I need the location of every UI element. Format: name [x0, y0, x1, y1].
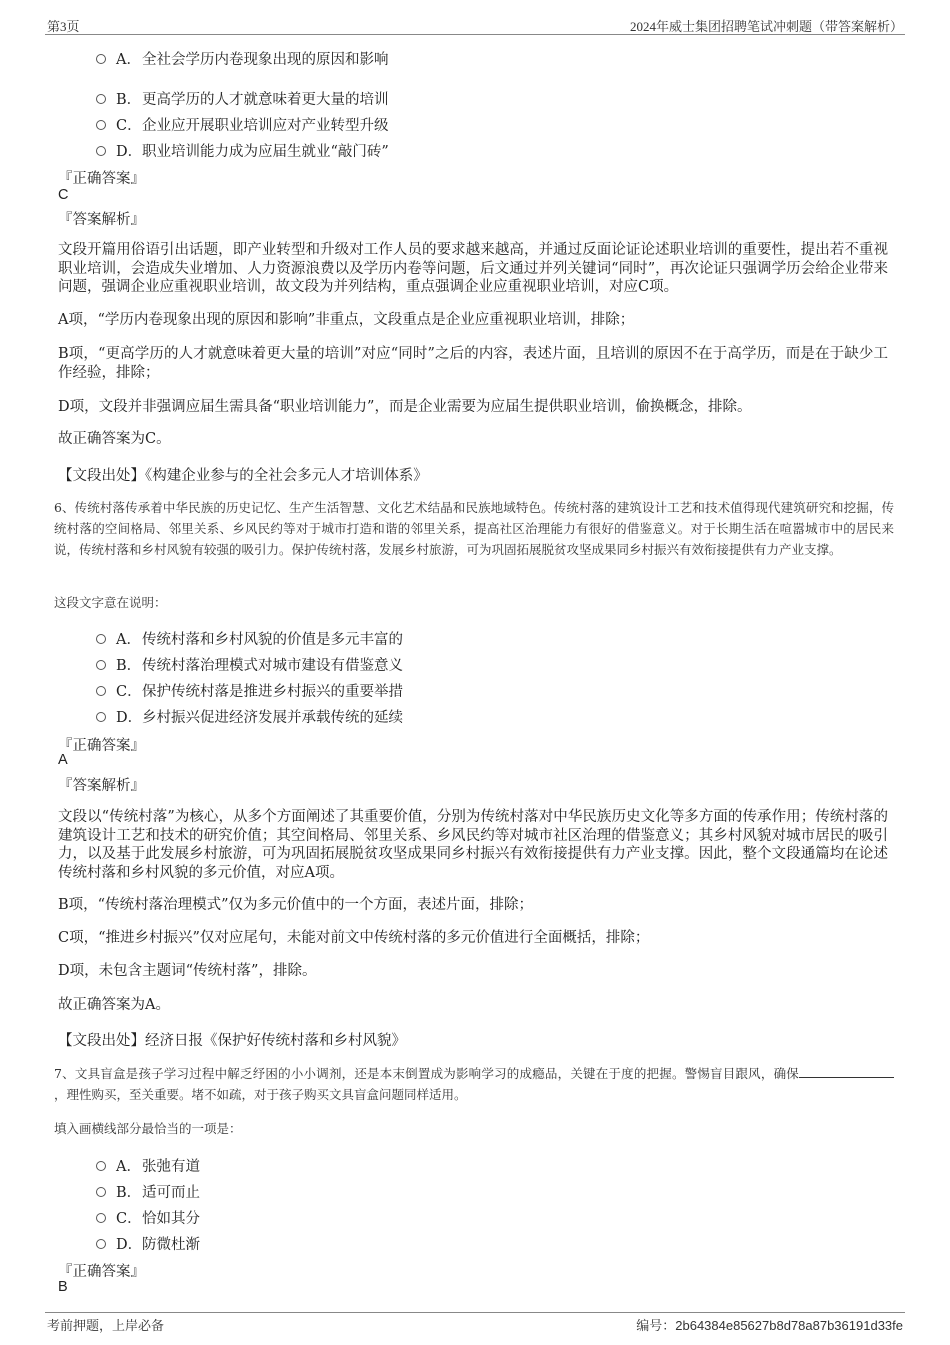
q5-analysis-paragraph: 文段开篇用俗语引出话题，即产业转型和升级对工作人员的要求越来越高，并通过反面论证论述职业培训的重要性，提出若不重视职业培训，会造成失业增加、人力资源浪费以及学历内卷等问题，后文通过并列关键词“同时”，再次论证只强调学历会给企业带来问题，强调企业应重视职业培训，故文段为并列结构，重点强调企业应重视职业培训，对应C项。: [58, 242, 888, 295]
radio-icon[interactable]: [96, 1213, 106, 1223]
q7-option-d[interactable]: D．防微杜渐: [96, 1233, 200, 1254]
q6-analysis-label: 『答案解析』: [58, 778, 145, 794]
q5-analysis-paragraph: A项，“学历内卷现象出现的原因和影响”非重点，文段重点是企业应重视职业培训，排除；: [58, 312, 635, 328]
q6-prompt: 这段文字意在说明：: [54, 595, 167, 610]
q7-option-c[interactable]: C．恰如其分: [96, 1207, 200, 1228]
page-header: [45, 14, 905, 35]
q5-analysis-label: 『答案解析』: [58, 212, 145, 228]
radio-icon[interactable]: [96, 54, 106, 64]
document-title: 2024年威士集团招聘笔试冲刺题（带答案解析）: [629, 19, 903, 34]
q6-option-c[interactable]: C．保护传统村落是推进乡村振兴的重要举措: [96, 680, 403, 701]
q7-option-a[interactable]: A．张弛有道: [96, 1155, 200, 1176]
q6-source: 【文段出处】经济日报《保护好传统村落和乡村风貌》: [58, 1033, 406, 1049]
q5-option-d[interactable]: D．职业培训能力成为应届生就业“敲门砖”: [96, 140, 389, 161]
q6-option-a[interactable]: A．传统村落和乡村风貌的价值是多元丰富的: [96, 628, 403, 649]
q5-answer-label: 『正确答案』: [58, 171, 145, 187]
radio-icon[interactable]: [96, 712, 106, 722]
q5-analysis-paragraph: 故正确答案为C。: [58, 431, 171, 447]
fill-blank: [799, 1065, 894, 1078]
radio-icon[interactable]: [96, 94, 106, 104]
q5-source: 【文段出处】《构建企业参与的全社会多元人才培训体系》: [58, 468, 428, 484]
radio-icon[interactable]: [96, 634, 106, 644]
radio-icon[interactable]: [96, 1187, 106, 1197]
q6-analysis-paragraph: C项，“推进乡村振兴”仅对应尾句，未能对前文中传统村落的多元价值进行全面概括，排除；: [58, 930, 650, 946]
q6-answer: A: [58, 752, 68, 768]
q5-analysis-paragraph: D项，文段并非强调应届生需具备“职业培训能力”，而是企业需要为应届生提供职业培训，偷换概念，排除。: [58, 399, 752, 415]
q6-option-d[interactable]: D．乡村振兴促进经济发展并承载传统的延续: [96, 706, 403, 727]
radio-icon[interactable]: [96, 686, 106, 696]
q6-option-b[interactable]: B．传统村落治理模式对城市建设有借鉴意义: [96, 654, 403, 675]
document-code: 编号：2b64384e85627b8d78a87b36191d33fe: [636, 1318, 903, 1333]
q5-option-c[interactable]: C．企业应开展职业培训应对产业转型升级: [96, 114, 389, 135]
q5-option-a[interactable]: A．全社会学历内卷现象出现的原因和影响: [96, 48, 389, 69]
q6-stem: 6、传统村落传承着中华民族的历史记忆、生产生活智慧、文化艺术结晶和民族地域特色。传统村落的建筑设计工艺和技术值得现代建筑研究和挖掘，传统村落的空间格局、邻里关系、乡风民约等对于城市打造和谐的邻里关系，提高社区治理能力有很好的借鉴意义。对于长期生活在喧嚣城市中的居民来说，传统村落和乡村风貌有较强的吸引力。保护传统村落，发展乡村旅游，可为巩固拓展脱贫攻坚成果同乡村振兴有效衔接提供有力产业支撑。: [54, 500, 894, 557]
q6-analysis-paragraph: D项，未包含主题词“传统村落”，排除。: [58, 963, 317, 979]
q5-option-b[interactable]: B．更高学历的人才就意味着更大量的培训: [96, 88, 389, 109]
q5-analysis-paragraph: B项，“更高学历的人才就意味着更大量的培训”对应“同时”之后的内容，表述片面，且培训的原因不在于高学历，而是在于缺少工作经验，排除；: [58, 346, 888, 381]
radio-icon[interactable]: [96, 120, 106, 130]
footer-slogan: 考前押题，上岸必备: [47, 1318, 165, 1333]
q7-prompt: 填入画横线部分最恰当的一项是：: [54, 1121, 242, 1136]
q7-stem: 7、文具盲盒是孩子学习过程中解乏纾困的小小调剂，还是本末倒置成为影响学习的成瘾品，关键在于度的把握。警惕盲目跟风，确保，理性购买，至关重要。堵不如疏，对于孩子购买文具盲盒问题同样适用。: [54, 1063, 894, 1105]
q7-answer-label: 『正确答案』: [58, 1264, 145, 1280]
radio-icon[interactable]: [96, 146, 106, 156]
q7-answer: B: [58, 1279, 68, 1295]
radio-icon[interactable]: [96, 1239, 106, 1249]
q6-answer-label: 『正确答案』: [58, 738, 145, 754]
q6-analysis-paragraph: 文段以“传统村落”为核心，从多个方面阐述了其重要价值，分别为传统村落对中华民族历史文化等多方面的传承作用；传统村落的建筑设计工艺和技术的研究价值；其空间格局、邻里关系、乡风民约等对城市社区治理的借鉴意义；其乡村风貌对城市居民的吸引力，以及基于此发展乡村旅游，可为巩固拓展脱贫攻坚成果同乡村振兴有效衔接提供有力产业支撑。因此，整个文段通篇均在论述传统村落和乡村风貌的多元价值，对应A项。: [58, 809, 888, 881]
q6-analysis-paragraph: 故正确答案为A。: [58, 997, 170, 1013]
q6-analysis-paragraph: B项，“传统村落治理模式”仅为多元价值中的一个方面，表述片面，排除；: [58, 897, 533, 913]
q7-option-b[interactable]: B．适可而止: [96, 1181, 200, 1202]
page-footer: [45, 1312, 905, 1333]
radio-icon[interactable]: [96, 1161, 106, 1171]
page-number: 第3页: [47, 19, 80, 34]
radio-icon[interactable]: [96, 660, 106, 670]
q5-answer: C: [58, 187, 69, 203]
